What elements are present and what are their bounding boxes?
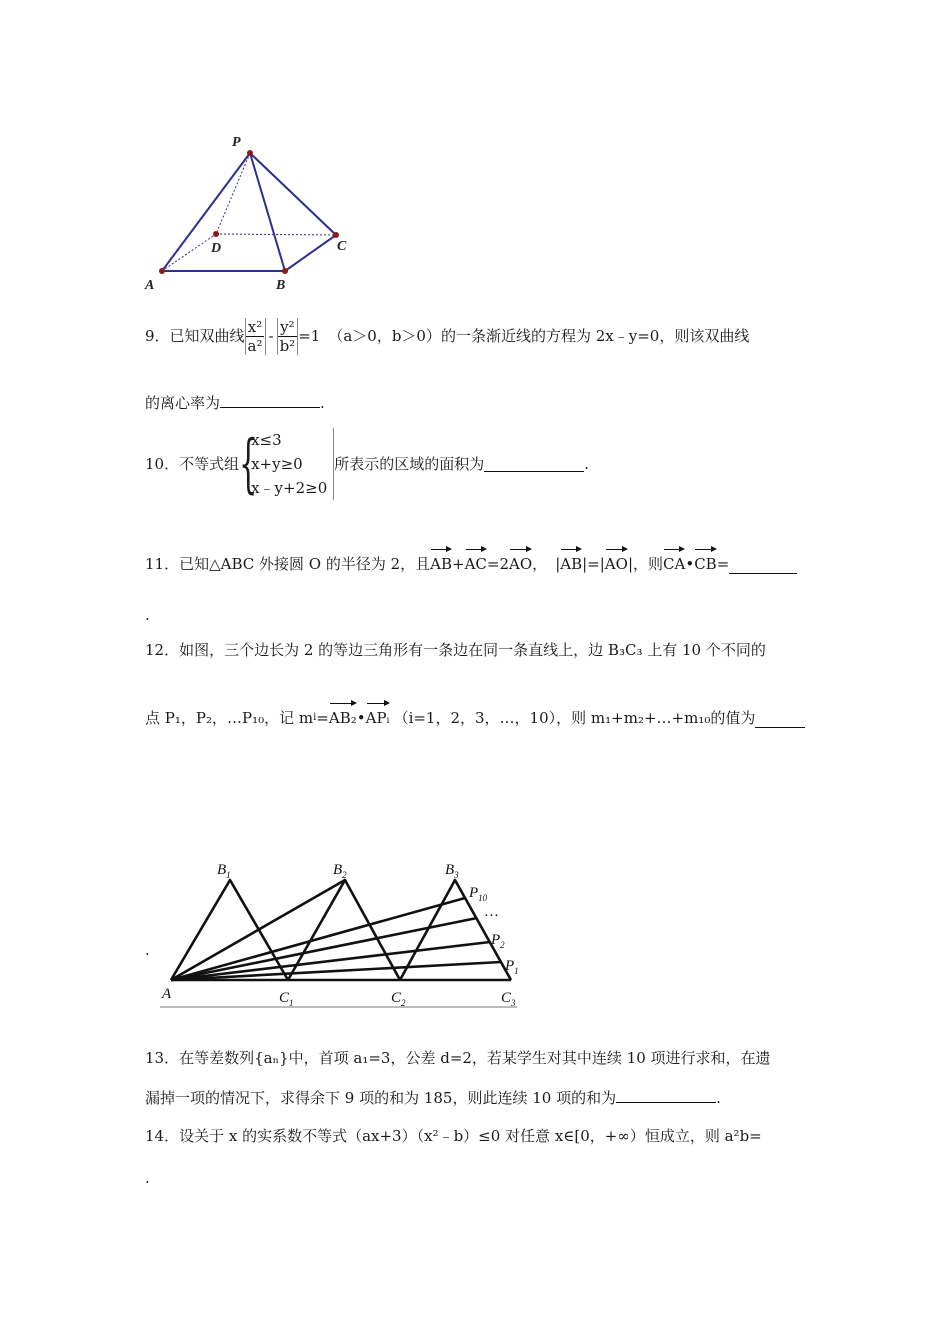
q10-row-1: x≤3 — [251, 431, 282, 449]
label-p1: $P_1$ — [505, 958, 519, 976]
label-b2: $B_2$ — [333, 862, 347, 880]
vertex-d — [213, 231, 219, 237]
q12-fig-dot: . — [145, 941, 150, 959]
label-b: B — [276, 278, 286, 293]
q13-answer-blank[interactable] — [616, 1088, 716, 1103]
q11-end-line — [145, 605, 150, 625]
q9-frac-x-num: x² — [247, 317, 263, 336]
q10-row-3: x﹣y+2≥0 — [251, 479, 328, 497]
q13-end: . — [716, 1089, 721, 1107]
q11-end: . — [145, 606, 150, 624]
q12-line1: 12．如图，三个边长为 2 的等边三角形有一条边在同一条直线上，边 B₃C₃ 上有 10 个不同的 — [145, 641, 766, 659]
question-13-line1 — [145, 1048, 771, 1068]
q9-frac-x — [245, 318, 266, 355]
vertex-c — [333, 232, 339, 238]
q9-line2: 的离心率为 — [145, 394, 221, 412]
q12-dot-after-figure — [145, 940, 150, 960]
label-p: P — [232, 135, 241, 150]
label-d: D — [211, 241, 222, 256]
segment-ab2 — [171, 880, 345, 980]
q14-line1: 14．设关于 x 的实系数不等式（ax+3）（x²﹣b）≤0 对任意 x∈[0，+∞）恒成立，则 a²b= — [145, 1127, 762, 1145]
label-a: A — [145, 278, 155, 293]
q13-line2: 漏掉一项的情况下，求得余下 9 项的和为 185，则此连续 10 项的和为 — [145, 1089, 617, 1107]
question-12-line1 — [145, 640, 766, 660]
q11-plus: + — [452, 555, 465, 573]
question-11 — [145, 538, 797, 574]
vertex-p — [247, 150, 253, 156]
q10-answer-blank[interactable] — [484, 457, 584, 472]
q14-end: . — [145, 1169, 150, 1187]
question-10 — [145, 425, 589, 503]
q11-vec-ao-abs: AO — [605, 546, 628, 574]
q11-dot: • — [685, 555, 695, 573]
label-p10: $P_{10}$ — [469, 885, 488, 903]
question-14-line1 — [145, 1126, 762, 1146]
q10-end: . — [584, 455, 590, 473]
q9-end: . — [320, 394, 325, 412]
label-c1: $C_1$ — [279, 990, 294, 1008]
q9-frac-x-den: a² — [247, 336, 263, 355]
q10-row-2: x+y≥0 — [251, 455, 303, 473]
pyramid-figure — [140, 128, 360, 293]
q11-then: ，则 — [633, 555, 664, 573]
q12-line2-suffix: （i=1，2，3，…，10），则 m₁+m₂+…+m₁₀的值为 — [393, 709, 756, 727]
q9-frac-y — [277, 318, 299, 355]
label-b3: $B_3$ — [445, 862, 459, 880]
q11-eq: = — [716, 555, 730, 573]
q9-eq: =1 — [298, 327, 321, 345]
q12-vec-ab2: AB₂ — [329, 700, 357, 728]
q12-sub-i: i — [313, 712, 317, 723]
label-c: C — [337, 239, 347, 254]
edge-pd — [216, 153, 250, 234]
q9-answer-blank[interactable] — [220, 393, 320, 408]
q11-prefix: 11．已知△ABC 外接圆 O 的半径为 2，且 — [145, 555, 431, 573]
edge-ad — [162, 234, 216, 271]
triangles-figure — [155, 852, 525, 1012]
q9-frac-y-num: y² — [280, 317, 295, 336]
edge-bc — [285, 235, 336, 271]
q11-vec-ac: AC — [465, 546, 487, 574]
q11-vec-ao: AO — [509, 546, 532, 574]
q11-answer-blank[interactable] — [729, 559, 797, 574]
q9-prefix: 9．已知双曲线 — [145, 327, 245, 345]
label-a: A — [162, 986, 172, 1002]
q11-vec-ab: AB — [430, 546, 452, 574]
q11-sep: ， — [532, 555, 548, 573]
q11-abs-close: | — [627, 555, 633, 573]
q10-brace: { — [239, 427, 258, 501]
q13-line1: 13．在等差数列{aₙ}中，首项 a₁=3，公差 d=2，若某学生对其中连续 10 项进行求和，在遗 — [145, 1049, 771, 1067]
question-13-line2 — [145, 1088, 721, 1108]
question-9-line2 — [145, 393, 325, 413]
q10-inequality-system — [239, 428, 334, 500]
q11-abs-open: | — [555, 555, 561, 573]
edge-pa — [162, 153, 250, 271]
vertex-a — [159, 268, 165, 274]
q10-prefix: 10．不等式组 — [145, 455, 240, 473]
question-12-line2 — [145, 692, 805, 728]
q12-line2-prefix: 点 P₁，P₂，…P₁₀，记 m — [145, 709, 314, 727]
q10-suffix: 所表示的区域的面积为 — [334, 455, 485, 473]
q12-eq: = — [316, 709, 329, 727]
segment-ap10 — [171, 898, 465, 980]
q12-vec-api: APᵢ — [366, 700, 390, 728]
question-9-line1 — [145, 312, 749, 360]
question-14-end-line — [145, 1168, 150, 1188]
label-dots: … — [485, 904, 499, 920]
q12-dot: • — [356, 709, 366, 727]
q11-eq2: =2 — [486, 555, 510, 573]
q9-minus: - — [268, 327, 274, 345]
q11-vec-ab-abs: AB — [560, 546, 582, 574]
q11-vec-cb: CB — [694, 546, 717, 574]
q11-vec-ca: CA — [663, 546, 685, 574]
q11-abs-mid: |=| — [582, 555, 605, 573]
label-c2: $C_2$ — [391, 990, 406, 1008]
label-c3: $C_3$ — [501, 990, 516, 1008]
q9-suffix: （a＞0，b＞0）的一条渐近线的方程为 2x﹣y=0，则该双曲线 — [328, 327, 750, 345]
label-p2: $P_2$ — [491, 932, 505, 950]
edge-dc — [216, 234, 336, 235]
q9-frac-y-den: b² — [279, 336, 296, 355]
q12-answer-blank[interactable] — [755, 713, 805, 728]
vertex-b — [282, 268, 288, 274]
label-b1: $B_1$ — [217, 862, 231, 880]
